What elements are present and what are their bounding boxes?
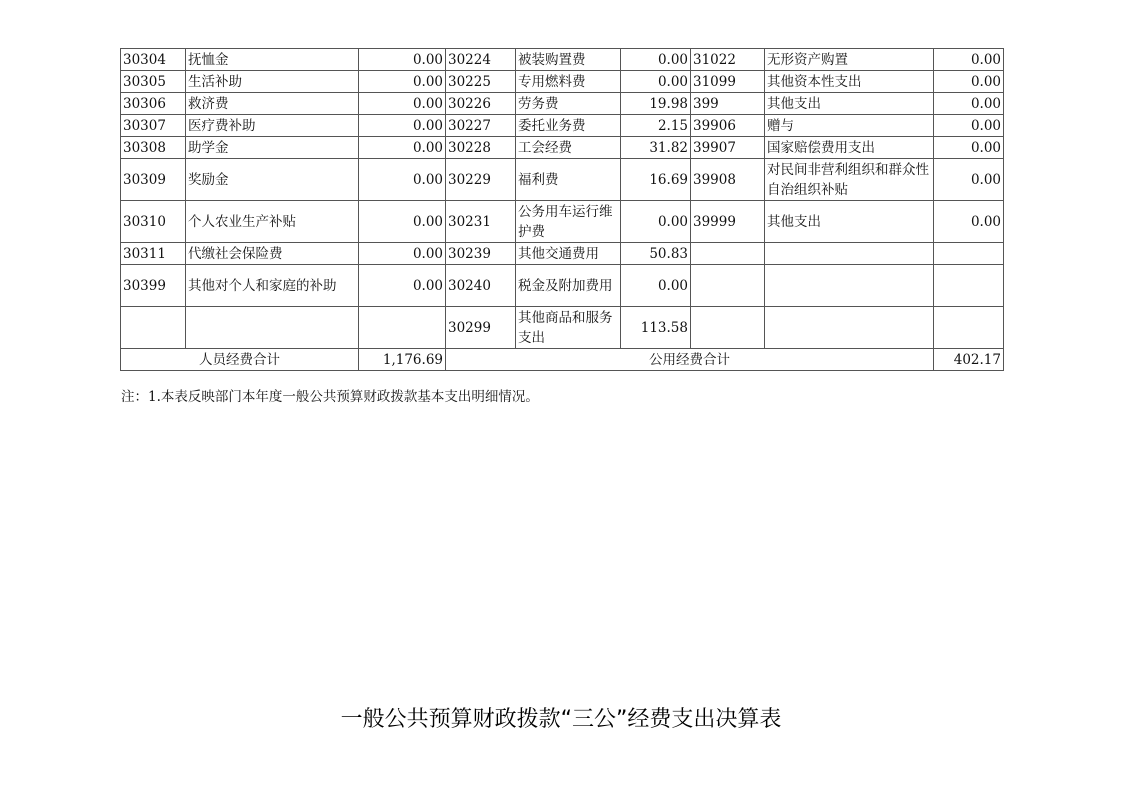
econ-code-cell: 30399 [121, 265, 186, 307]
econ-code-cell: 39907 [691, 137, 765, 159]
econ-item-cell: 专用燃料费 [516, 71, 621, 93]
econ-item-cell: 福利费 [516, 159, 621, 201]
econ-code-cell [691, 265, 765, 307]
amount-cell: 0.00 [621, 71, 691, 93]
econ-code-cell: 30229 [446, 159, 516, 201]
amount-cell: 0.00 [359, 93, 446, 115]
econ-code-cell [121, 307, 186, 349]
personnel-total-value: 1,176.69 [359, 349, 446, 371]
econ-item-cell: 医疗费补助 [186, 115, 359, 137]
amount-cell: 0.00 [934, 137, 1004, 159]
amount-cell: 0.00 [934, 49, 1004, 71]
econ-item-cell: 奖励金 [186, 159, 359, 201]
amount-cell: 0.00 [359, 159, 446, 201]
amount-cell: 0.00 [934, 201, 1004, 243]
econ-item-cell: 劳务费 [516, 93, 621, 115]
econ-code-cell: 30227 [446, 115, 516, 137]
econ-item-cell: 抚恤金 [186, 49, 359, 71]
econ-item-cell: 其他资本性支出 [765, 71, 934, 93]
amount-cell: 0.00 [359, 137, 446, 159]
amount-cell [359, 307, 446, 349]
econ-code-cell: 30309 [121, 159, 186, 201]
econ-code-cell: 39906 [691, 115, 765, 137]
econ-item-cell: 公务用车运行维护费 [516, 201, 621, 243]
econ-code-cell: 30310 [121, 201, 186, 243]
amount-cell: 0.00 [359, 115, 446, 137]
econ-item-cell: 工会经费 [516, 137, 621, 159]
econ-code-cell: 399 [691, 93, 765, 115]
amount-cell: 0.00 [359, 71, 446, 93]
econ-item-cell: 税金及附加费用 [516, 265, 621, 307]
amount-cell: 19.98 [621, 93, 691, 115]
econ-code-cell: 30240 [446, 265, 516, 307]
econ-code-cell: 31022 [691, 49, 765, 71]
amount-cell: 0.00 [934, 115, 1004, 137]
amount-cell: 0.00 [359, 243, 446, 265]
table-row [121, 93, 1004, 115]
econ-code-cell: 30225 [446, 71, 516, 93]
econ-item-cell [765, 243, 934, 265]
totals-row [121, 349, 1004, 371]
amount-cell: 2.15 [621, 115, 691, 137]
table-footnote: 注：1.本表反映部门本年度一般公共预算财政拨款基本支出明细情况。 [121, 389, 539, 405]
table-row [121, 307, 1004, 349]
econ-code-cell: 30304 [121, 49, 186, 71]
econ-item-cell: 被装购置费 [516, 49, 621, 71]
amount-cell: 0.00 [621, 201, 691, 243]
econ-code-cell: 30299 [446, 307, 516, 349]
amount-cell: 31.82 [621, 137, 691, 159]
econ-item-cell: 个人农业生产补贴 [186, 201, 359, 243]
table-row [121, 115, 1004, 137]
econ-code-cell: 30239 [446, 243, 516, 265]
amount-cell: 0.00 [359, 49, 446, 71]
econ-code-cell: 31099 [691, 71, 765, 93]
amount-cell: 0.00 [359, 201, 446, 243]
econ-item-cell [186, 307, 359, 349]
econ-item-cell: 其他商品和服务支出 [516, 307, 621, 349]
amount-cell [934, 265, 1004, 307]
econ-item-cell: 其他对个人和家庭的补助 [186, 265, 359, 307]
next-table-title: 一般公共预算财政拨款“三公”经费支出决算表 [340, 707, 782, 732]
econ-code-cell [691, 243, 765, 265]
econ-code-cell: 30231 [446, 201, 516, 243]
econ-code-cell [691, 307, 765, 349]
amount-cell: 0.00 [934, 71, 1004, 93]
econ-code-cell: 30228 [446, 137, 516, 159]
amount-cell: 113.58 [621, 307, 691, 349]
econ-item-cell: 国家赔偿费用支出 [765, 137, 934, 159]
table-row [121, 137, 1004, 159]
econ-code-cell: 30305 [121, 71, 186, 93]
public-total-value: 402.17 [934, 349, 1004, 371]
econ-code-cell: 30224 [446, 49, 516, 71]
table-row [121, 201, 1004, 243]
econ-item-cell: 其他支出 [765, 201, 934, 243]
amount-cell [934, 243, 1004, 265]
econ-item-cell: 助学金 [186, 137, 359, 159]
table-row [121, 159, 1004, 201]
basic-expenditure-detail-table [120, 48, 1004, 371]
public-total-label: 公用经费合计 [446, 349, 934, 371]
econ-code-cell: 30308 [121, 137, 186, 159]
amount-cell: 0.00 [621, 49, 691, 71]
econ-item-cell: 对民间非营利组织和群众性自治组织补贴 [765, 159, 934, 201]
econ-code-cell: 30226 [446, 93, 516, 115]
econ-code-cell: 30307 [121, 115, 186, 137]
econ-item-cell: 救济费 [186, 93, 359, 115]
amount-cell: 16.69 [621, 159, 691, 201]
econ-item-cell [765, 307, 934, 349]
econ-item-cell: 委托业务费 [516, 115, 621, 137]
econ-item-cell [765, 265, 934, 307]
econ-item-cell: 赠与 [765, 115, 934, 137]
amount-cell: 0.00 [621, 265, 691, 307]
table-row [121, 71, 1004, 93]
personnel-total-label: 人员经费合计 [121, 349, 359, 371]
econ-code-cell: 39908 [691, 159, 765, 201]
econ-item-cell: 生活补助 [186, 71, 359, 93]
table-row [121, 49, 1004, 71]
econ-item-cell: 其他交通费用 [516, 243, 621, 265]
econ-item-cell: 代缴社会保险费 [186, 243, 359, 265]
econ-item-cell: 无形资产购置 [765, 49, 934, 71]
amount-cell: 0.00 [934, 159, 1004, 201]
econ-code-cell: 30311 [121, 243, 186, 265]
table-row [121, 265, 1004, 307]
amount-cell [934, 307, 1004, 349]
amount-cell: 0.00 [359, 265, 446, 307]
amount-cell: 0.00 [934, 93, 1004, 115]
econ-code-cell: 30306 [121, 93, 186, 115]
econ-code-cell: 39999 [691, 201, 765, 243]
econ-item-cell: 其他支出 [765, 93, 934, 115]
table-row [121, 243, 1004, 265]
amount-cell: 50.83 [621, 243, 691, 265]
